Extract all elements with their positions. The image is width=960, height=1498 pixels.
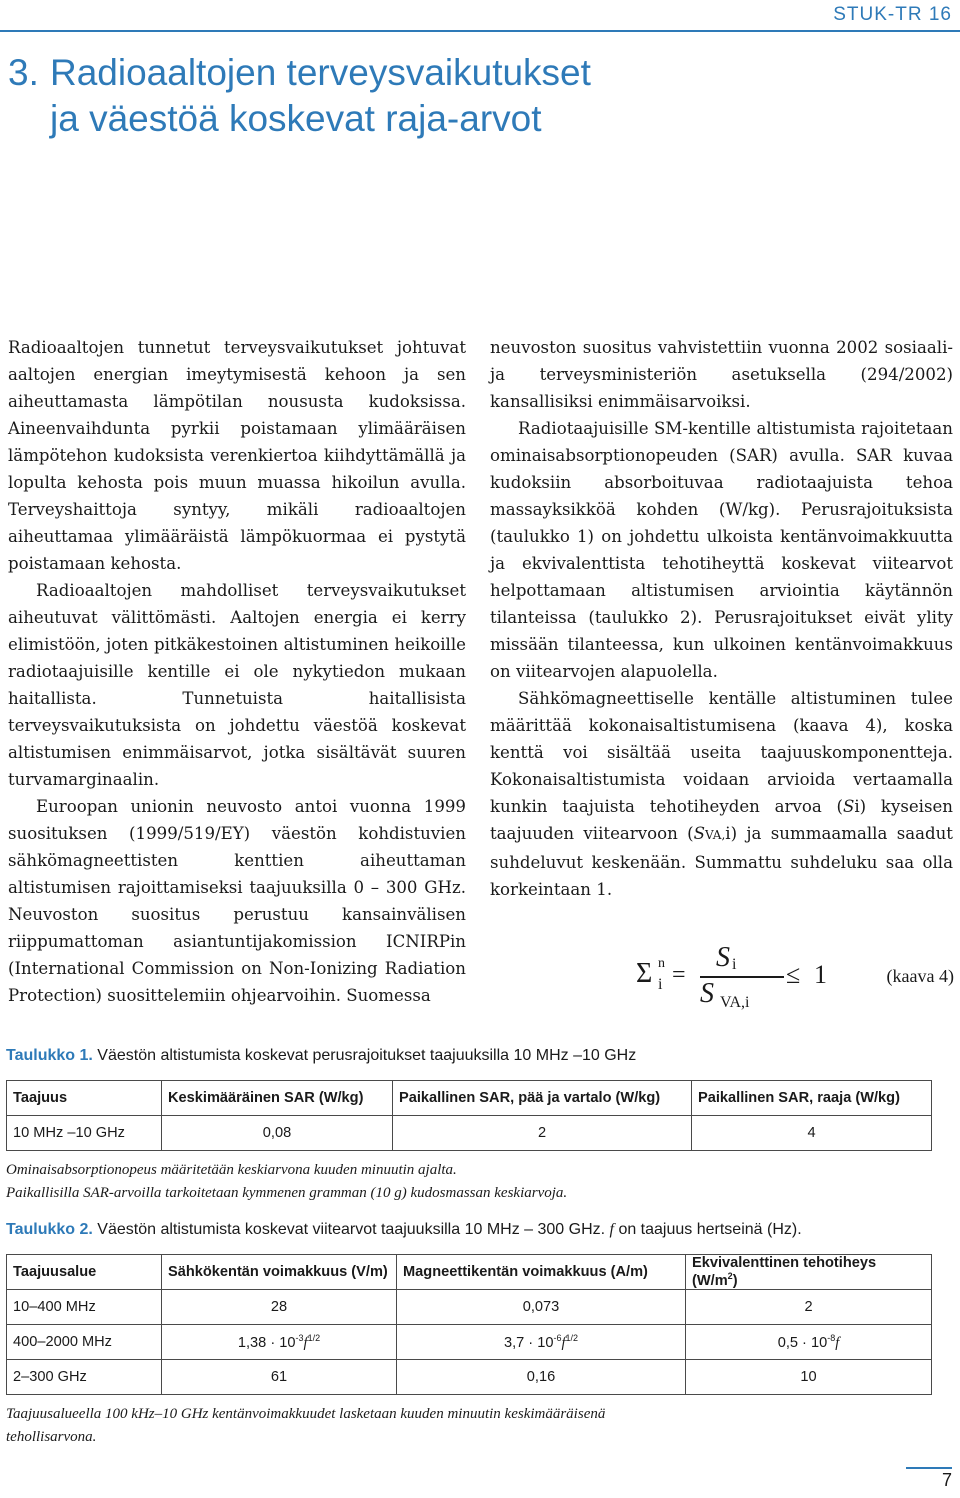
table-caption-text: on taajuus hertseinä (Hz). — [618, 1221, 802, 1238]
sigma-symbol: Σ — [636, 958, 653, 989]
cell-text: 3,7 · 10 — [503, 1334, 554, 1351]
table-caption-text: Väestön altistumista koskevat viitearvot taajuuksilla 10 MHz – 300 GHz. — [97, 1221, 606, 1238]
table-cell — [397, 1325, 686, 1360]
paragraph: Radioaaltojen mahdolliset terveysvaikutukset aiheutuvat välittömästi. Aaltojen energia ei kerry elimistöön, joten pitkäkestoinen altistuminen heikoille radiotaajuisille kentille ei ole nykytiedon mukaan haitallista. Tunnetuista haitallisista terveysvaikutuksista on johdettu väestöä koskevat altistumisen enimmäisarvot, jotka sisältävät suuren turvamarginaalin. — [8, 581, 466, 789]
chapter-title-line2: ja väestöä koskevat raja-arvot — [50, 98, 542, 139]
paragraph: Euroopan unionin neuvosto antoi vuonna 1999 suosituksen (1999/519/EY) väestön kohdistuvien sähkömagneettisten kenttien aiheuttaman altistumisen rajoittamiseksi taajuuksilla 0 – 300 GHz. Neuvoston suositus perustuu kansainvälisen riippumattoman asiantuntijakomission ICNIRPin (International Commission on Non-Ionizing Radiation Protection) suosittelemiin ohjearvoihin. Suomessa — [8, 797, 466, 1005]
equals-sign: = — [672, 962, 686, 988]
table-cell: 2 — [393, 1116, 692, 1151]
left-column — [8, 334, 466, 1009]
table-caption-text: Väestön altistumista koskevat perusrajoitukset taajuuksilla 10 MHz –10 GHz — [97, 1047, 637, 1064]
subscript-text: VA, — [704, 828, 726, 842]
table-cell: 4 — [692, 1116, 932, 1151]
superscript: -8 — [827, 1332, 836, 1343]
symbol-f: f — [303, 1334, 308, 1351]
paragraph-text: i) kyseisen taajuuden viitearvoon ( — [490, 797, 953, 843]
denominator-subscript: VA,i — [720, 994, 750, 1011]
cell-text: 1,38 · 10 — [237, 1334, 296, 1351]
symbol-f: f — [609, 1221, 614, 1238]
symbol-f: f — [835, 1334, 840, 1351]
table-cell — [686, 1325, 932, 1360]
table-row — [7, 1325, 932, 1360]
column-header: Taajuusalue — [7, 1255, 162, 1290]
superscript: -3 — [295, 1332, 304, 1343]
formula-4 — [636, 942, 956, 1012]
chapter-number: 3. — [8, 52, 39, 93]
column-header: Keskimääräinen SAR (W/kg) — [162, 1081, 393, 1116]
column-header: Magneettikentän voimakkuus (A/m) — [397, 1255, 686, 1290]
table-cell — [162, 1325, 397, 1360]
table-cell: 0,08 — [162, 1116, 393, 1151]
symbol-f: f — [561, 1334, 566, 1351]
cell-text: 0,5 · 10 — [777, 1334, 828, 1351]
column-header: Paikallinen SAR, raaja (W/kg) — [692, 1081, 932, 1116]
chapter-title — [8, 50, 708, 142]
chapter-title-line1: Radioaaltojen terveysvaikutukset — [50, 52, 591, 93]
table-cell: 0,073 — [397, 1290, 686, 1325]
paragraph: Radiotaajuisille SM-kentille altistumista rajoitetaan ominaisabsorptionopeuden (SAR) avulla. SAR kuvaa kudoksiin absorboituvaa radiotaajuista tehoa massayksikköä kohden (W/kg). Perusrajoituksista (taulukko 1) on johdettu ulkoista kentänvoimakkuutta ja ekvivalenttista tehotiheyttä koskevat viitearvot helpottamaan altistumisen arviointia käytännön tilanteissa (taulukko 2). Perusrajoitukset eivät ylity missään tilanteessa, kun ulkoinen kentänvoimakkuus on viitearvojen alapuolella. — [490, 419, 953, 681]
table-header-row — [7, 1255, 932, 1290]
formula-label: (kaava 4) — [886, 966, 954, 986]
symbol-s: S — [693, 824, 705, 843]
column-header: Sähkökentän voimakkuus (V/m) — [162, 1255, 397, 1290]
table-row — [7, 1360, 932, 1395]
column-header — [686, 1255, 932, 1290]
table-cell: 10 MHz –10 GHz — [7, 1116, 162, 1151]
table-2-block — [6, 1220, 936, 1449]
right-column — [490, 334, 953, 903]
header-text: Ekvivalenttinen tehotiheys (W/m — [692, 1255, 877, 1289]
paragraph: Radioaaltojen tunnetut terveysvaikutukset johtuvat aaltojen energian imeytymisestä kehoon ja sen aiheuttamasta lämpötilan noususta kudoksissa. Aineenvaihdunta pyrkii poistamaan ylimääräisen lämpötehon kudoksista verenkiertoa kiihdyttämällä ja lopulta kehosta pois muun muassa hikoilun avulla. Terveyshaittoja syntyy, mikäli radioaaltojen aiheuttamaa ylimääräistä lämpökuormaa ei pystytä poistamaan kehosta. — [8, 338, 466, 573]
symbol-s: S — [842, 797, 855, 816]
table-cell: 10 — [686, 1360, 932, 1395]
table-note: Taajuusalueella 100 kHz–10 GHz kentänvoimakkuudet lasketaan kuuden minuutin keskimääräisenä tehollisarvona. — [6, 1406, 606, 1445]
page-number: 7 — [941, 1470, 952, 1490]
header-rule — [0, 30, 960, 32]
table-header-row — [7, 1081, 932, 1116]
footer-rule — [906, 1467, 952, 1469]
table-cell: 400–2000 MHz — [7, 1325, 162, 1360]
superscript: 1/2 — [307, 1332, 321, 1343]
table-note: Ominaisabsorptionopeus määritetään keskiarvona kuuden minuutin ajalta. — [6, 1162, 457, 1178]
table-row — [7, 1290, 932, 1325]
paragraph-text: Sähkömagneettiselle kentälle altistuminen tulee määrittää kokonaisaltistumisena (kaava 4), koska kenttä voi sisältää useita taajuuskomponentteja. Kokonaisaltistumista voidaan arvioida vertaamalla kunkin taajuista tehotiheyden arvoa ( — [490, 689, 953, 816]
denominator-symbol: S — [700, 978, 714, 1009]
table-cell: 61 — [162, 1360, 397, 1395]
table-1 — [6, 1080, 932, 1151]
superscript: 1/2 — [565, 1332, 579, 1343]
table-cell: 0,16 — [397, 1360, 686, 1395]
column-header: Taajuus — [7, 1081, 162, 1116]
column-header: Paikallinen SAR, pää ja vartalo (W/kg) — [393, 1081, 692, 1116]
table-caption-label: Taulukko 1. — [6, 1047, 93, 1064]
superscript: 2 — [727, 1271, 733, 1281]
table-1-notes — [6, 1159, 936, 1205]
sum-lower-index: i — [658, 976, 663, 993]
table-2 — [6, 1254, 932, 1395]
sum-upper-limit: n — [658, 956, 665, 971]
superscript: -6 — [553, 1332, 562, 1343]
table-1-caption — [6, 1046, 936, 1066]
table-note: Paikallisilla SAR-arvoilla tarkoitetaan kymmenen gramman (10 g) kudosmassan keskiarvoja. — [6, 1185, 568, 1201]
paragraph: neuvoston suositus vahvistettiin vuonna 2002 sosiaali- ja terveysministeriön asetuksella (294/2002) kansallisiksi enimmäisarvoiksi. — [490, 338, 953, 411]
numerator-symbol: S — [716, 942, 730, 973]
paragraph-text: i) ja summaamalla saadut suhdeluvut keskenään. Summattu suhdeluku saa olla korkeintaan 1. — [490, 824, 953, 899]
formula-rhs: 1 — [814, 960, 827, 989]
table-row — [7, 1116, 932, 1151]
table-cell: 10–400 MHz — [7, 1290, 162, 1325]
leq-sign: ≤ — [786, 960, 801, 989]
table-cell: 2 — [686, 1290, 932, 1325]
report-code: STUK-TR 16 — [833, 4, 952, 25]
table-caption-label: Taulukko 2. — [6, 1221, 93, 1238]
table-cell: 2–300 GHz — [7, 1360, 162, 1395]
table-1-block — [6, 1046, 936, 1205]
paragraph — [490, 685, 953, 903]
numerator-subscript: i — [732, 956, 737, 973]
table-cell: 28 — [162, 1290, 397, 1325]
header-text: ) — [732, 1273, 738, 1289]
table-2-caption — [6, 1220, 936, 1240]
